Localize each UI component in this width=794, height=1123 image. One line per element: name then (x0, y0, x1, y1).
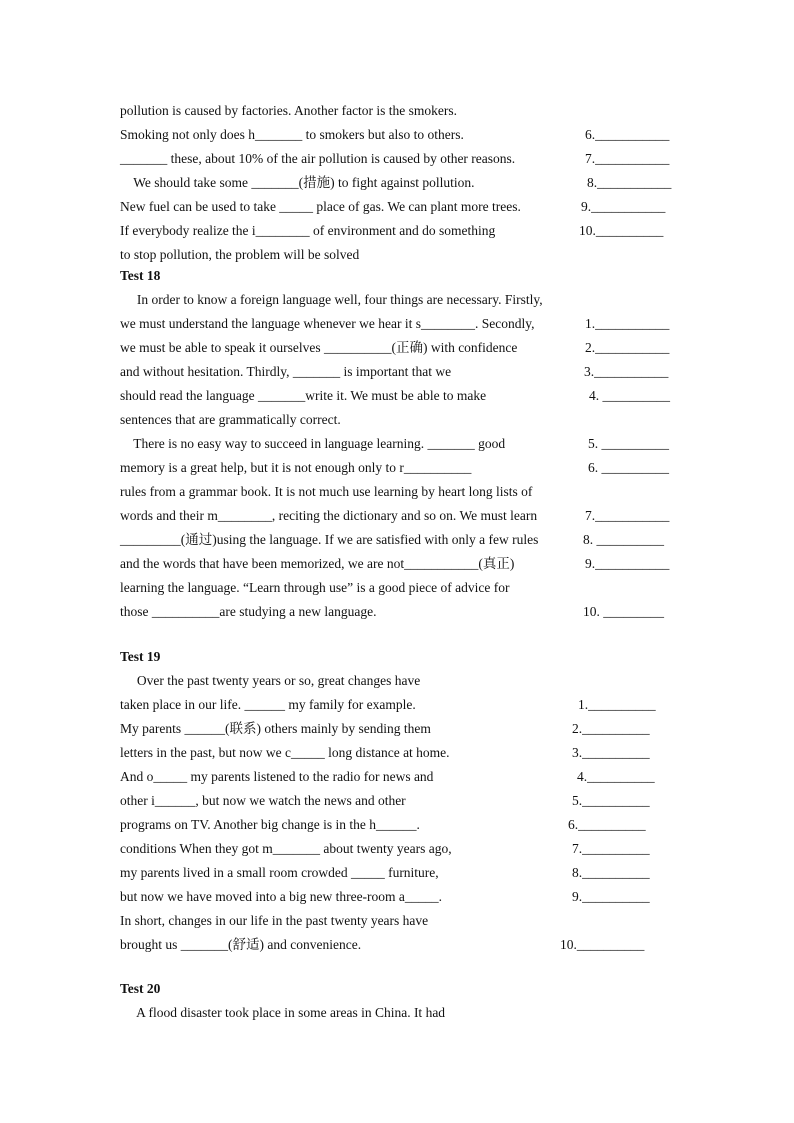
answer-blank: 5.__________ (572, 793, 650, 808)
text-line: sentences that are grammatically correct. (120, 412, 341, 427)
answer-blank: 8.__________ (572, 865, 650, 880)
answer-blank: 9.___________ (585, 556, 670, 571)
answer-blank: 5. __________ (588, 436, 669, 451)
answer-blank: 6. __________ (588, 460, 669, 475)
text-line: learning the language. “Learn through use” is a good piece of advice for (120, 580, 510, 595)
text-line: New fuel can be used to take _____ place of gas. We can plant more trees. (120, 199, 521, 214)
text-line: In short, changes in our life in the past twenty years have (120, 913, 429, 928)
text-line: other i______, but now we watch the news and other (120, 793, 406, 808)
text-line: and the words that have been memorized, we are not___________(真正) (120, 556, 515, 571)
text-line: _________(通过)using the language. If we are satisfied with only a few rules (120, 532, 539, 547)
section-heading: Test 20 (120, 981, 161, 996)
text-line: Over the past twenty years or so, great changes have (120, 673, 421, 688)
answer-blank: 3.___________ (584, 364, 669, 379)
text-line: pollution is caused by factories. Another factor is the smokers. (120, 103, 458, 118)
text-line: memory is a great help, but it is not enough only to r__________ (120, 460, 472, 475)
text-line: we must understand the language whenever we hear it s________. Secondly, (120, 316, 535, 331)
text-line: letters in the past, but now we c_____ long distance at home. (120, 745, 450, 760)
answer-blank: 1.__________ (578, 697, 656, 712)
answer-blank: 2.___________ (585, 340, 670, 355)
text-line: programs on TV. Another big change is in the h______. (120, 817, 420, 832)
answer-blank: 4.__________ (577, 769, 655, 784)
text-line: In order to know a foreign language well, four things are necessary. Firstly, (120, 292, 543, 307)
text-line: we must be able to speak it ourselves __________(正确) with confidence (120, 340, 518, 355)
answer-blank: 6.__________ (568, 817, 646, 832)
answer-blank: 7.___________ (585, 508, 670, 523)
answer-blank: 10.__________ (560, 937, 645, 952)
answer-blank: 2.__________ (572, 721, 650, 736)
answer-blank: 7.___________ (585, 151, 670, 166)
answer-blank: 1.___________ (585, 316, 670, 331)
text-line: And o_____ my parents listened to the radio for news and (120, 769, 434, 784)
text-line: Smoking not only does h_______ to smokers but also to others. (120, 127, 464, 142)
text-line: My parents ______(联系) others mainly by sending them (120, 721, 431, 736)
section-heading: Test 19 (120, 649, 161, 664)
answer-blank: 8.___________ (587, 175, 672, 190)
text-line: words and their m________, reciting the dictionary and so on. We must learn (120, 508, 538, 523)
text-line: rules from a grammar book. It is not much use learning by heart long lists of (120, 484, 533, 499)
text-line: should read the language _______write it. We must be able to make (120, 388, 487, 403)
answer-blank: 6.___________ (585, 127, 670, 142)
answer-blank: 4. __________ (589, 388, 670, 403)
text-line: conditions When they got m_______ about twenty years ago, (120, 841, 452, 856)
section-heading: Test 18 (120, 268, 161, 283)
text-line: to stop pollution, the problem will be solved (120, 247, 360, 262)
answer-blank: 10. _________ (583, 604, 664, 619)
text-line: taken place in our life. ______ my family for example. (120, 697, 416, 712)
answer-blank: 7.__________ (572, 841, 650, 856)
answer-blank: 8. __________ (583, 532, 664, 547)
answer-blank: 9.___________ (581, 199, 666, 214)
text-line: but now we have moved into a big new three-room a_____. (120, 889, 443, 904)
text-line: If everybody realize the i________ of environment and do something (120, 223, 496, 238)
answer-blank: 10.__________ (579, 223, 664, 238)
text-line: There is no easy way to succeed in language learning. _______ good (120, 436, 506, 451)
answer-blank: 3.__________ (572, 745, 650, 760)
text-line: those __________are studying a new language. (120, 604, 377, 619)
text-line: We should take some _______(措施) to fight against pollution. (120, 175, 475, 190)
text-line: and without hesitation. Thirdly, _______ is important that we (120, 364, 452, 379)
text-line: _______ these, about 10% of the air pollution is caused by other reasons. (120, 151, 516, 166)
text-line: A flood disaster took place in some areas in China. It had (120, 1005, 446, 1020)
answer-blank: 9.__________ (572, 889, 650, 904)
text-line: brought us _______(舒适) and convenience. (120, 937, 362, 952)
text-line: my parents lived in a small room crowded _____ furniture, (120, 865, 439, 880)
